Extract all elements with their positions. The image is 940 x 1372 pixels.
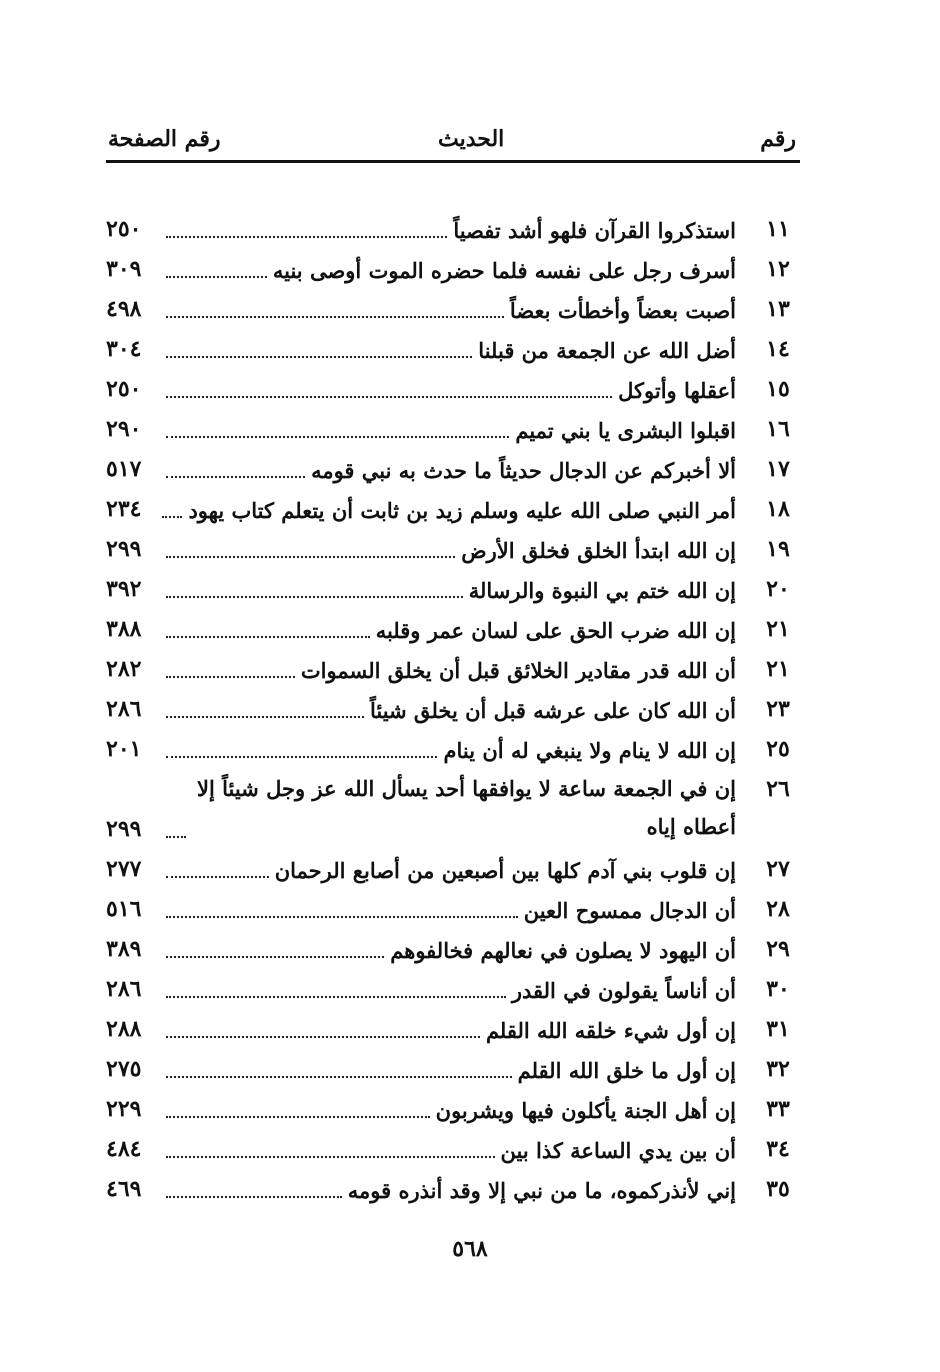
page-number: ٥٦٨ bbox=[452, 1236, 488, 1262]
page-reference: ٢٥٠ bbox=[106, 376, 142, 402]
hadith-entry bbox=[166, 336, 736, 366]
hadith-entry bbox=[166, 696, 736, 726]
hadith-entry bbox=[166, 216, 736, 246]
page-reference: ٣٠٤ bbox=[106, 336, 142, 362]
hadith-text: استذكروا القرآن فلهو أشد تفصياً bbox=[453, 218, 736, 243]
leader-dots bbox=[166, 1195, 342, 1198]
hadith-entry bbox=[166, 416, 736, 446]
hadith-entry bbox=[166, 496, 736, 526]
hadith-text: إن أهل الجنة يأكلون فيها ويشربون bbox=[435, 1098, 736, 1123]
hadith-text: إن الله ضرب الحق على لسان عمر وقلبه bbox=[375, 618, 736, 643]
page-reference: ٣٠٩ bbox=[106, 256, 142, 282]
hadith-text: أسرف رجل على نفسه فلما حضره الموت أوصى بنيه bbox=[272, 258, 736, 283]
hadith-number: ٣٥ bbox=[766, 1176, 790, 1202]
leader-dots bbox=[166, 715, 364, 718]
hadith-text: إن قلوب بني آدم كلها بين أصبعين من أصابع الرحمان bbox=[274, 858, 736, 883]
list-item bbox=[106, 250, 800, 290]
page-reference: ٢٩٩ bbox=[106, 816, 142, 842]
hadith-entry bbox=[166, 256, 736, 286]
hadith-number: ٣٣ bbox=[766, 1096, 790, 1122]
list-item bbox=[106, 730, 800, 770]
hadith-number: ١٥ bbox=[766, 376, 790, 402]
list-item bbox=[106, 650, 800, 690]
page-reference: ٢٠١ bbox=[106, 736, 142, 762]
list-item bbox=[106, 370, 800, 410]
hadith-entry bbox=[166, 376, 736, 406]
page-reference: ٢٧٧ bbox=[106, 856, 142, 882]
hadith-text: أصبت بعضاً وأخطأت بعضاً bbox=[509, 298, 736, 323]
hadith-entry bbox=[166, 536, 736, 566]
leader-dots bbox=[166, 275, 267, 278]
list-item bbox=[106, 930, 800, 970]
leader-dots bbox=[166, 1035, 480, 1038]
hadith-number: ٣١ bbox=[766, 1016, 790, 1042]
page-reference: ٢٩٩ bbox=[106, 536, 142, 562]
list-item bbox=[106, 290, 800, 330]
hadith-number: ١١ bbox=[766, 216, 790, 242]
page-reference: ٢٣٤ bbox=[106, 496, 142, 522]
list-item bbox=[106, 570, 800, 610]
list-item bbox=[106, 490, 800, 530]
hadith-text: إن أول ما خلق الله القلم bbox=[517, 1058, 736, 1083]
hadith-text: إني لأنذركموه، ما من نبي إلا وقد أنذره قومه bbox=[347, 1178, 736, 1203]
header-rule bbox=[106, 160, 800, 163]
page-reference: ٢٩٠ bbox=[106, 416, 142, 442]
list-item bbox=[106, 970, 800, 1010]
list-item bbox=[106, 610, 800, 650]
list-item bbox=[106, 1090, 800, 1130]
leader-dots bbox=[162, 515, 182, 518]
hadith-text: أضل الله عن الجمعة من قبلنا bbox=[478, 338, 736, 363]
leader-dots bbox=[166, 915, 518, 918]
hadith-number: ١٢ bbox=[766, 256, 790, 282]
hadith-text: إن أول شيء خلقه الله القلم bbox=[485, 1018, 736, 1043]
list-item bbox=[106, 850, 800, 890]
leader-dots bbox=[166, 355, 472, 358]
list-item bbox=[106, 410, 800, 450]
hadith-entry bbox=[166, 1056, 736, 1086]
hadith-text: أن الله قدر مقادير الخلائق قبل أن يخلق السموات bbox=[300, 658, 736, 683]
hadith-number: ٣٤ bbox=[766, 1136, 790, 1162]
hadith-entry bbox=[166, 456, 736, 486]
hadith-number: ١٤ bbox=[766, 336, 790, 362]
hadith-entry bbox=[166, 936, 736, 966]
list-item bbox=[106, 770, 800, 850]
hadith-text: أن اليهود لا يصلون في نعالهم فخالفوهم bbox=[390, 938, 736, 963]
leader-dots bbox=[166, 435, 509, 438]
hadith-text: إن الله ابتدأ الخلق فخلق الأرض bbox=[461, 538, 736, 563]
hadith-text: أن أناساً يقولون في القدر bbox=[511, 978, 736, 1003]
hadith-text: إن الله ختم بي النبوة والرسالة bbox=[468, 578, 736, 603]
leader-dots bbox=[166, 675, 295, 678]
hadith-text: أن بين يدي الساعة كذا بين bbox=[500, 1138, 736, 1163]
hadith-entry bbox=[166, 1096, 736, 1126]
leader-dots bbox=[166, 595, 463, 598]
leader-dots bbox=[166, 635, 370, 638]
hadith-number: ١٩ bbox=[766, 536, 790, 562]
list-item bbox=[106, 330, 800, 370]
hadith-number: ١٧ bbox=[766, 456, 790, 482]
hadith-number: ١٨ bbox=[766, 496, 790, 522]
hadith-entry bbox=[166, 1016, 736, 1046]
hadith-number: ٢٧ bbox=[766, 856, 790, 882]
hadith-entry bbox=[166, 776, 736, 846]
hadith-text: أمر النبي صلى الله عليه وسلم زيد بن ثابت أن يتعلم كتاب يهود bbox=[188, 498, 736, 523]
hadith-index-list bbox=[106, 210, 800, 1210]
list-item bbox=[106, 1170, 800, 1210]
hadith-number: ٢٥ bbox=[766, 736, 790, 762]
page-reference: ٢٨٢ bbox=[106, 656, 142, 682]
page-reference: ٣٨٩ bbox=[106, 936, 142, 962]
list-item bbox=[106, 690, 800, 730]
page-column-heading: رقم الصفحة bbox=[108, 126, 221, 152]
hadith-number: ٣٠ bbox=[766, 976, 790, 1002]
hadith-number: ١٣ bbox=[766, 296, 790, 322]
list-item bbox=[106, 450, 800, 490]
page-reference: ٢٨٦ bbox=[106, 976, 142, 1002]
page-reference: ٣٩٢ bbox=[106, 576, 142, 602]
hadith-entry bbox=[166, 296, 736, 326]
page-reference: ٢٧٥ bbox=[106, 1056, 142, 1082]
hadith-number: ٢٠ bbox=[766, 576, 790, 602]
hadith-entry bbox=[166, 1176, 736, 1206]
hadith-entry bbox=[166, 1136, 736, 1166]
page-reference: ٢٨٦ bbox=[106, 696, 142, 722]
hadith-entry bbox=[166, 576, 736, 606]
hadith-number: ٢١ bbox=[766, 656, 790, 682]
page-reference: ٢٥٠ bbox=[106, 216, 142, 242]
hadith-column-heading: الحديث bbox=[438, 126, 505, 152]
page-reference: ٥١٧ bbox=[106, 456, 142, 482]
hadith-number: ٢١ bbox=[766, 616, 790, 642]
hadith-number: ١٦ bbox=[766, 416, 790, 442]
leader-dots bbox=[166, 995, 506, 998]
list-item bbox=[106, 1130, 800, 1170]
leader-dots bbox=[166, 1115, 430, 1118]
number-column-heading: رقم bbox=[760, 126, 796, 152]
hadith-number: ٢٩ bbox=[766, 936, 790, 962]
page-reference: ٤٦٩ bbox=[106, 1176, 142, 1202]
hadith-entry bbox=[166, 656, 736, 686]
list-item bbox=[106, 1010, 800, 1050]
list-item bbox=[106, 210, 800, 250]
hadith-text: أن الدجال ممسوح العين bbox=[523, 898, 736, 923]
hadith-entry bbox=[166, 856, 736, 886]
hadith-number: ٣٢ bbox=[766, 1056, 790, 1082]
page-reference: ٥١٦ bbox=[106, 896, 142, 922]
leader-dots bbox=[166, 555, 455, 558]
leader-dots bbox=[166, 955, 384, 958]
list-item bbox=[106, 530, 800, 570]
leader-dots bbox=[166, 1155, 495, 1158]
hadith-entry bbox=[166, 616, 736, 646]
hadith-text: إن في الجمعة ساعة لا يوافقها أحد يسأل الله عز وجل شيئاً إلا أعطاه إياه bbox=[196, 776, 736, 839]
hadith-number: ٢٨ bbox=[766, 896, 790, 922]
leader-dots bbox=[166, 235, 447, 238]
leader-dots bbox=[166, 835, 186, 838]
page-reference: ٢٨٨ bbox=[106, 1016, 142, 1042]
hadith-text: ألا أخبركم عن الدجال حديثاً ما حدث به نبي قومه bbox=[311, 458, 736, 483]
list-item bbox=[106, 1050, 800, 1090]
hadith-number: ٢٦ bbox=[766, 776, 790, 802]
hadith-entry bbox=[166, 896, 736, 926]
leader-dots bbox=[166, 875, 269, 878]
hadith-text: أعقلها وأتوكل bbox=[618, 378, 736, 403]
hadith-entry bbox=[166, 976, 736, 1006]
hadith-text: إن الله لا ينام ولا ينبغي له أن ينام bbox=[443, 738, 736, 763]
leader-dots bbox=[166, 315, 504, 318]
hadith-number: ٢٣ bbox=[766, 696, 790, 722]
hadith-entry bbox=[166, 736, 736, 766]
hadith-text: اقبلوا البشرى يا بني تميم bbox=[515, 418, 736, 443]
table-header bbox=[108, 118, 798, 158]
leader-dots bbox=[166, 475, 305, 478]
leader-dots bbox=[166, 1075, 512, 1078]
hadith-text: أن الله كان على عرشه قبل أن يخلق شيئاً bbox=[369, 698, 736, 723]
page-reference: ٢٢٩ bbox=[106, 1096, 142, 1122]
page-reference: ٤٨٤ bbox=[106, 1136, 142, 1162]
page-reference: ٣٨٨ bbox=[106, 616, 142, 642]
leader-dots bbox=[166, 395, 612, 398]
list-item bbox=[106, 890, 800, 930]
leader-dots bbox=[166, 755, 437, 758]
page-reference: ٤٩٨ bbox=[106, 296, 142, 322]
